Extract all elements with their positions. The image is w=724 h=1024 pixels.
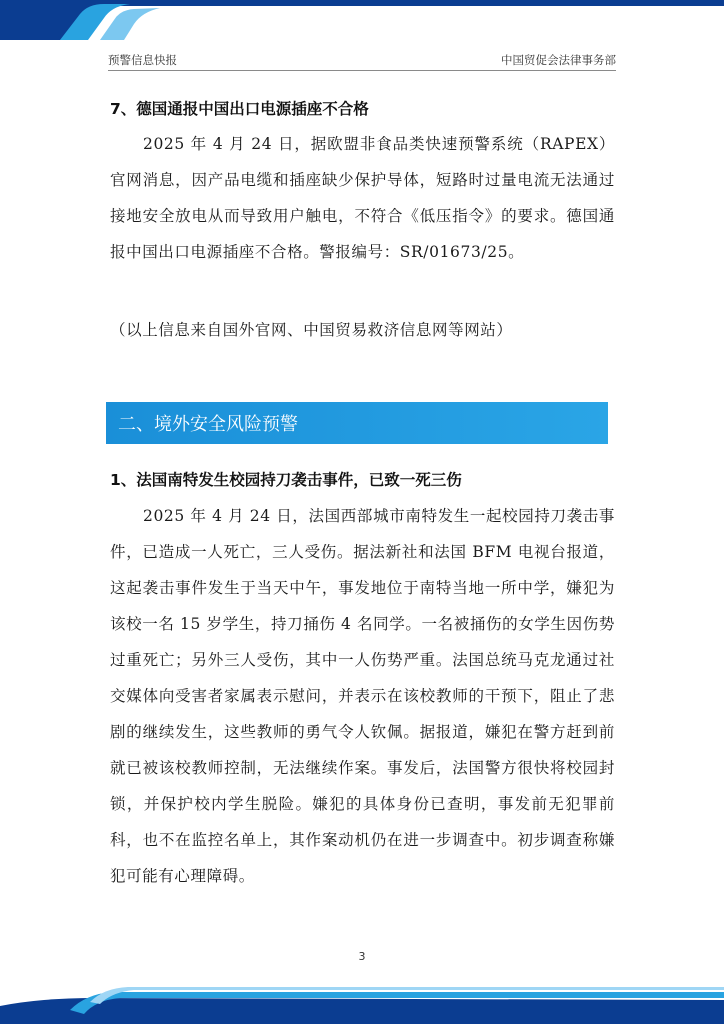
section-title: 二、境外安全风险预警 [118, 414, 298, 435]
item7-heading: 7、德国通报中国出口电源插座不合格 [110, 100, 369, 118]
header-divider [108, 70, 616, 71]
item1-heading: 1、法国南特发生校园持刀袭击事件，已致一死三伤 [110, 471, 462, 489]
item1-paragraph [110, 498, 615, 894]
item7-body: 2025 年 4 月 24 日，据欧盟非食品类快速预警系统（RAPEX）官网消息，因产品电缆和插座缺少保护导体，短路时过量电流无法通过接地安全放电从而导致用户触电，不符合《低压指令》的要求。德国通报中国出口电源插座不合格。警报编号：SR/01673/25。 [110, 135, 615, 261]
item7-paragraph [110, 126, 615, 270]
page-number: 3 [358, 950, 366, 963]
item1-body: 2025 年 4 月 24 日，法国西部城市南特发生一起校园持刀袭击事件，已造成一人死亡，三人受伤。据法新社和法国 BFM 电视台报道，这起袭击事件发生于当天中午，事发地位于南特当地一所中学，嫌犯为该校一名 15 岁学生，持刀捅伤 4 名同学。一名被捅伤的女学生因伤势过重死亡；另外三人受伤，其中一人伤势严重。法国总统马克龙通过社交媒体向受害者家属表示慰问，并表示在该校教师的干预下，阻止了悲剧的继续发生，这些教师的勇气令人钦佩。据报道，嫌犯在警方赶到前就已被该校教师控制，无法继续作案。事发后，法国警方很快将校园封锁，并保护校内学生脱险。嫌犯的具体身份已查明，事发前无犯罪前科，也不在监控名单上，其作案动机仍在进一步调查中。初步调查称嫌犯可能有心理障碍。 [110, 507, 615, 885]
header-report-name: 预警信息快报 [108, 53, 177, 67]
top-wave-decoration [0, 0, 724, 40]
section-banner [106, 402, 608, 444]
bottom-wave-decoration [0, 984, 724, 1024]
source-note: （以上信息来自国外官网、中国贸易救济信息网等网站） [110, 321, 513, 339]
header-department: 中国贸促会法律事务部 [501, 53, 616, 67]
